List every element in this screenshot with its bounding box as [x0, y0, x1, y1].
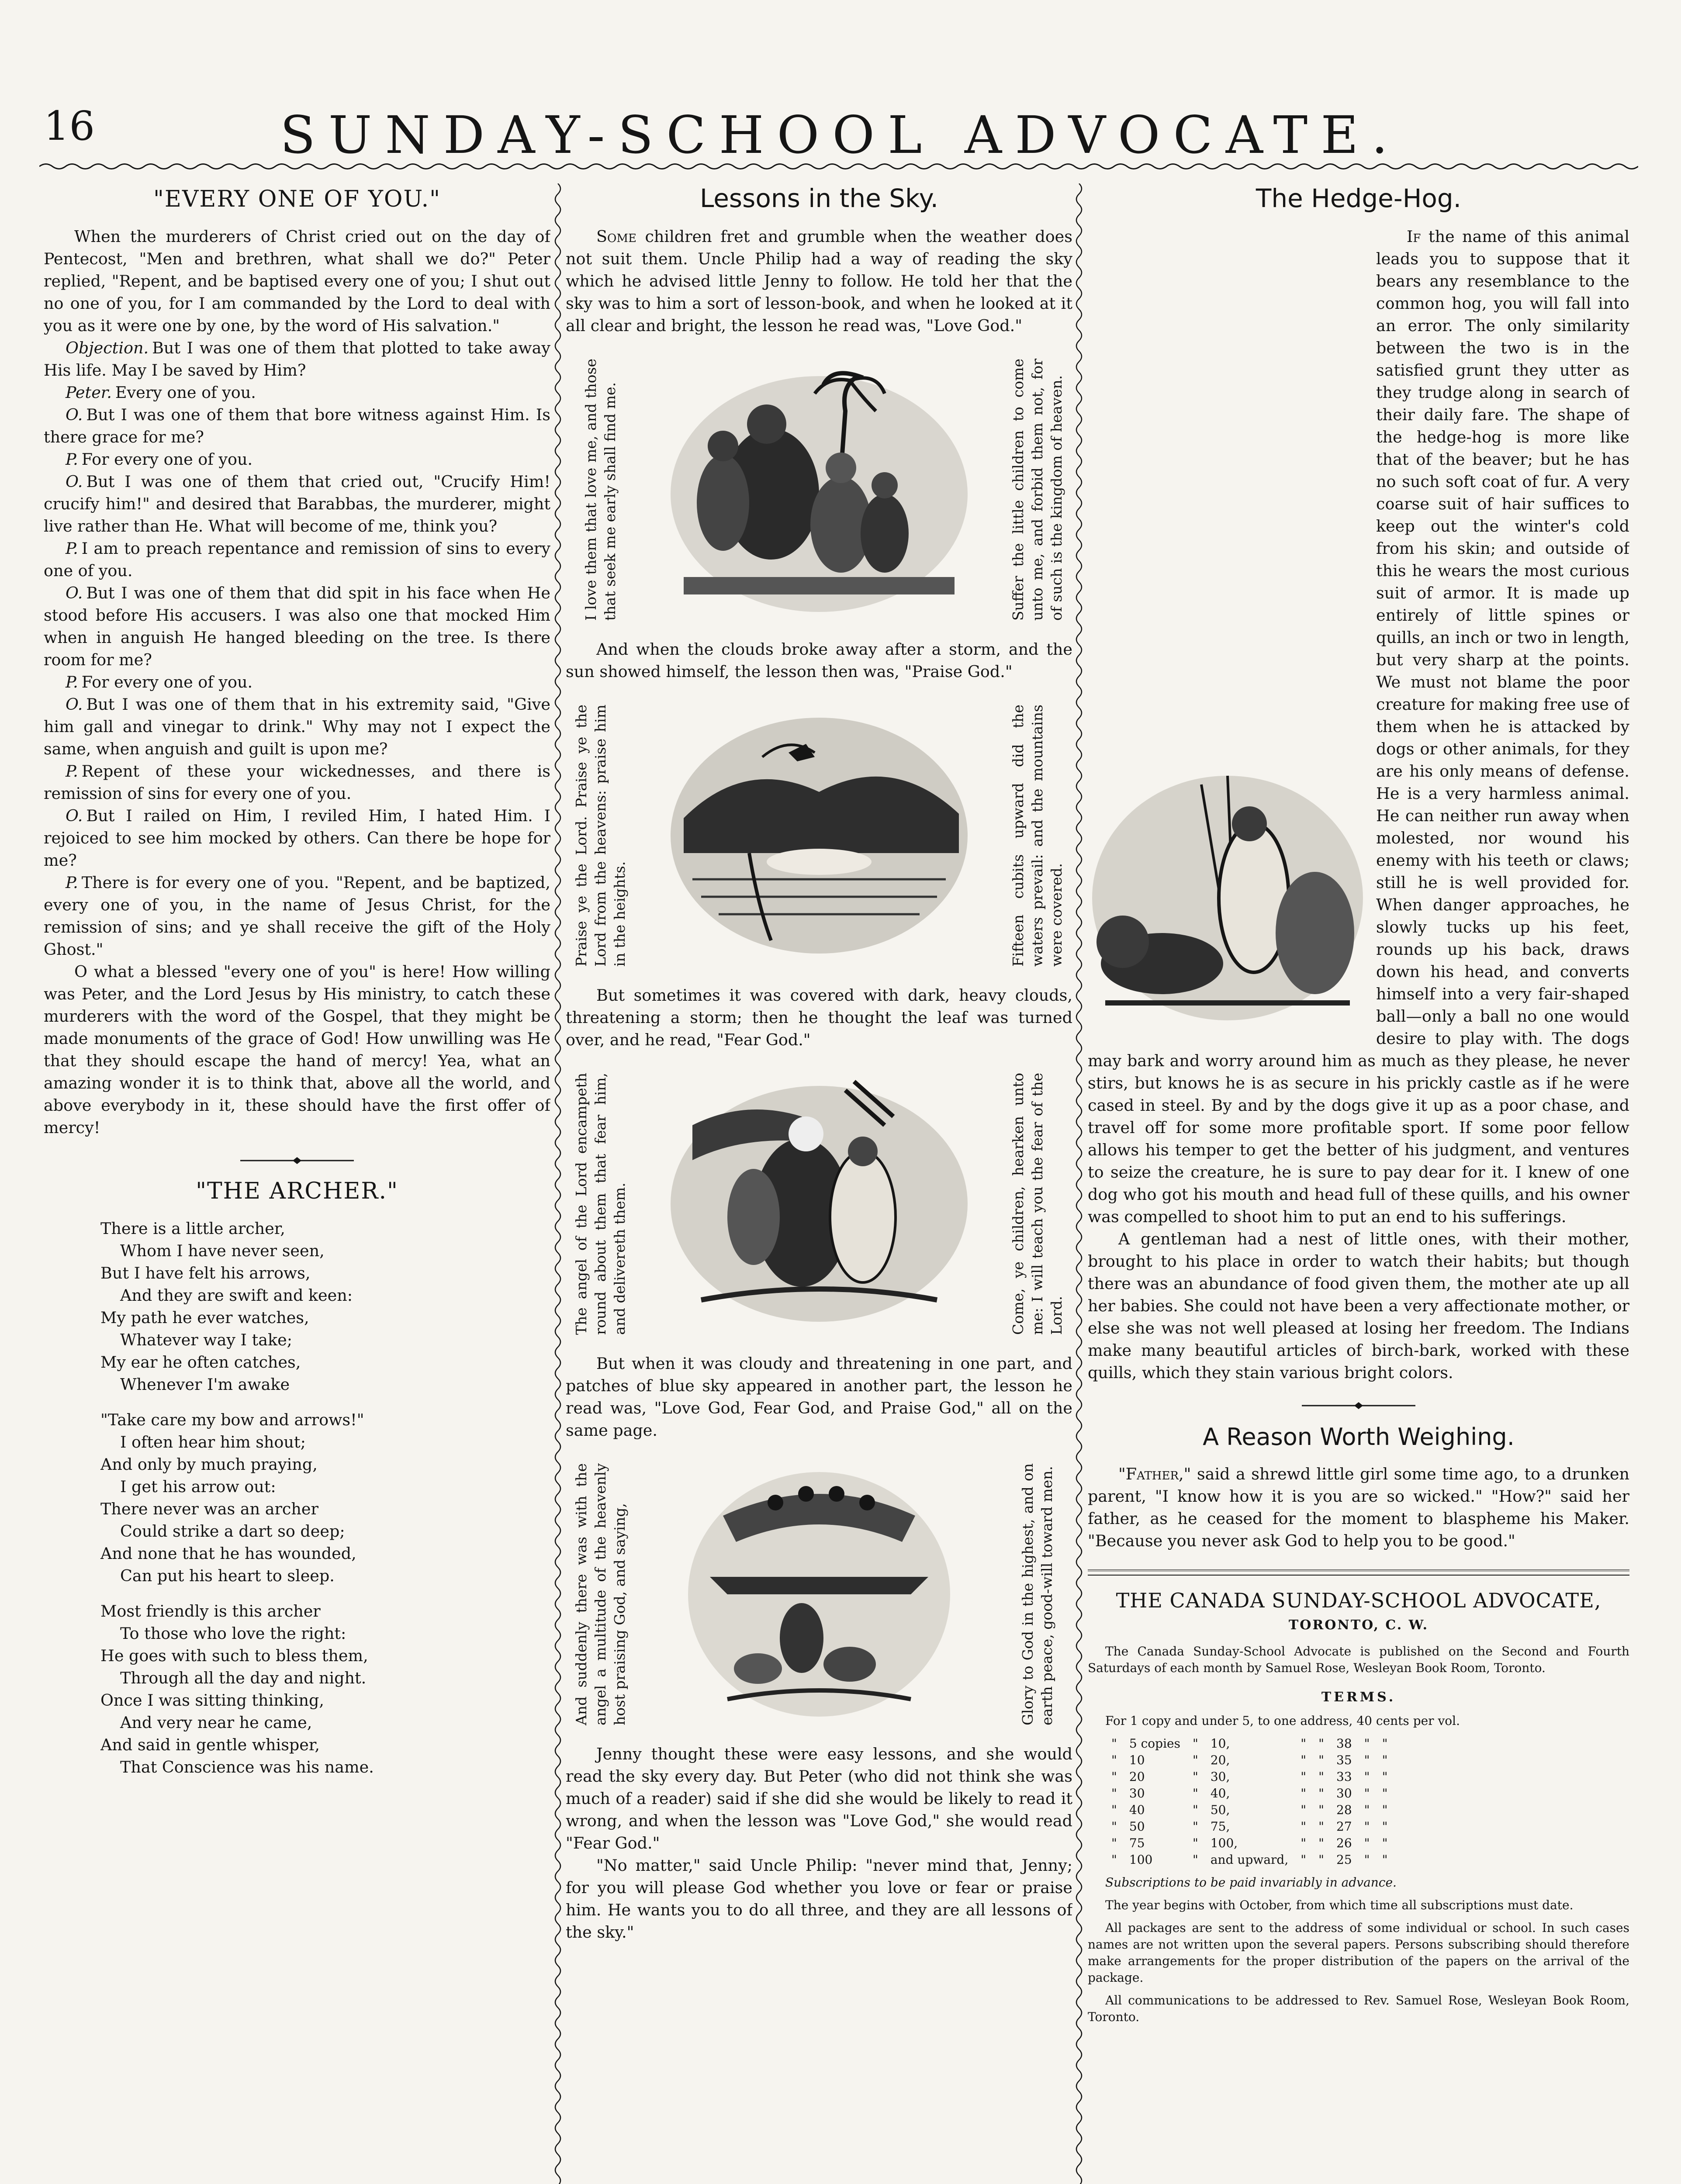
- poem-line: And none that he has wounded,: [100, 1544, 356, 1563]
- caption-text: Glory to God in the highest, and on earth peace, good-will toward men.: [1019, 1463, 1055, 1725]
- poem-the-archer: [100, 1217, 550, 1778]
- column-divider-wavy: [1072, 183, 1086, 2184]
- terms-cell: ": [1192, 1769, 1198, 1784]
- poem-line: But I have felt his arrows,: [100, 1264, 311, 1282]
- hedge-hog-article: [1088, 225, 1629, 1384]
- illustration-right-caption: [1003, 700, 1072, 971]
- dialogue-text: There is for every one of you. "Repent, and be baptized, every one of you, in the name of Jesus Christ, for the remission of sins; and ye shall receive the gift of the Holy Ghost.": [44, 873, 550, 959]
- terms-cell: ": [1382, 1769, 1388, 1784]
- article-title: Lessons in the Sky.: [699, 183, 939, 213]
- terms-row: [1105, 1785, 1394, 1802]
- terms-row: [1105, 1802, 1394, 1818]
- poem-line: I get his arrow out:: [120, 1477, 276, 1496]
- illustration-right-caption: [1003, 1459, 1072, 1730]
- illustration-left-caption: [566, 1068, 636, 1339]
- terms-cell: ": [1111, 1736, 1117, 1751]
- poem-line: Once I was sitting thinking,: [100, 1691, 324, 1710]
- terms-cell: ": [1111, 1803, 1117, 1817]
- dialogue-text: For every one of you.: [81, 450, 253, 469]
- box-rule: [1088, 1569, 1629, 1576]
- terms-cell: 26: [1336, 1836, 1352, 1850]
- dialogue-text: But I railed on Him, I reviled Him, I hated Him. I rejoiced to see him mocked by others. Can there be hope for me?: [44, 806, 550, 870]
- terms-row: [1105, 1769, 1394, 1785]
- dialogue-text: Repent of these your wickednesses, and there is remission of sins for every one of you.: [44, 762, 550, 803]
- dialogue-speaker: Peter.: [66, 383, 112, 402]
- terms-cell: ": [1111, 1836, 1117, 1850]
- poem-line: There is a little archer,: [100, 1219, 285, 1238]
- dialogue-text: But I was one of them that did spit in his face when He stood before His accusers. I was also one that mocked Him when in anguish He hanged bleeding on the tree. Is there room for me?: [44, 584, 550, 669]
- article-paragraph: [1088, 225, 1629, 1228]
- illustration-left-caption: [566, 354, 636, 625]
- terms-cell: ": [1192, 1836, 1198, 1850]
- dialogue-line: [44, 537, 550, 582]
- illustration-left-caption: [566, 1459, 636, 1730]
- poem-line: Could strike a dart so deep;: [120, 1522, 345, 1541]
- poem-line: My path he ever watches,: [100, 1308, 309, 1327]
- caption-text: Come, ye children, hearken unto me: I will teach you the fear of the Lord.: [1010, 1073, 1065, 1335]
- terms-cell: ": [1301, 1753, 1307, 1767]
- terms-cell: ": [1301, 1836, 1307, 1850]
- dialogue-speaker: P.: [66, 450, 78, 469]
- paragraph-text: said a shrewd little girl some time ago, to a drunken parent, "I know how it is you are so wicked." "How?" said her father, as he ceased for the moment to blaspheme his Maker. "Because you never ask God to help you to be good.": [1088, 1465, 1629, 1550]
- terms-row: [1105, 1752, 1394, 1769]
- terms-cell: 75: [1129, 1836, 1145, 1850]
- poem-line: Can put his heart to sleep.: [120, 1566, 335, 1585]
- terms-cell: ": [1364, 1852, 1370, 1867]
- terms-cell: 100,: [1210, 1836, 1238, 1850]
- article-title: The Hedge-Hog.: [1256, 183, 1462, 213]
- dialogue-line: [44, 871, 550, 961]
- terms-cell: ": [1192, 1786, 1198, 1800]
- terms-cell: ": [1364, 1819, 1370, 1834]
- dialogue-speaker: O.: [66, 472, 83, 491]
- dialogue-speaker: P.: [66, 873, 78, 892]
- poem-line: And very near he came,: [120, 1713, 312, 1732]
- poem-line: Whom I have never seen,: [120, 1241, 325, 1260]
- terms-cell: ": [1364, 1803, 1370, 1817]
- terms-cell: ": [1111, 1769, 1117, 1784]
- terms-cell: 20: [1129, 1769, 1145, 1784]
- terms-cell: ": [1318, 1753, 1325, 1767]
- stanza-gap: [100, 1587, 550, 1600]
- masthead-title: SUNDAY-SCHOOL ADVOCATE.: [280, 105, 1401, 165]
- terms-cell: ": [1192, 1852, 1198, 1867]
- terms-cell: 10: [1129, 1753, 1145, 1767]
- article-paragraph: But when it was cloudy and threatening in one part, and patches of blue sky appeared in another part, the lesson he read was, "Love God, Fear God, and Praise God," all on the same page.: [566, 1354, 1072, 1440]
- poem-line: I often hear him shout;: [120, 1433, 306, 1451]
- terms-cell: 33: [1336, 1769, 1352, 1784]
- poem-line: And they are swift and keen:: [120, 1286, 353, 1305]
- terms-cell: 25: [1336, 1852, 1352, 1867]
- article-paragraph: "No matter," said Uncle Philip: "never mind that, Jenny; for you will please God whether you love or fear or praise him. He wants you to do all three, and they are all lessons of the sky.": [566, 1856, 1072, 1942]
- publisher-box-title: THE CANADA SUNDAY-SCHOOL ADVOCATE,: [1116, 1589, 1601, 1612]
- terms-cell: 50,: [1210, 1803, 1230, 1817]
- illustration-right-caption: [1003, 1068, 1072, 1339]
- caption-text: The angel of the Lord encampeth round about them that fear him, and delivereth them.: [573, 1073, 628, 1335]
- dialogue-speaker: Objection.: [66, 339, 149, 357]
- poem-line: Whatever way I take;: [120, 1330, 293, 1349]
- illustration-panel: [566, 1455, 1072, 1734]
- christ-with-children-engraving: [657, 359, 981, 621]
- terms-cell: ": [1382, 1736, 1388, 1751]
- illustration-panel: [566, 696, 1072, 975]
- masthead-wavy-rule: [39, 162, 1638, 171]
- dialogue-speaker: O.: [66, 695, 83, 714]
- advance-note: Subscriptions to be paid invariably in advance.: [1105, 1875, 1397, 1890]
- dialogue-line: [44, 404, 550, 448]
- article-paragraph: O what a blessed "every one of you" is here! How willing was Peter, and the Lord Jesus by His ministry, to catch these murderers with the word of the Gospel, that they might be made monuments of the grace of God! How unwilling was He that they should escape the hand of mercy! Yea, what an amazing wonder it is to think that, above all the world, and above everybody in it, these should have the first offer of mercy!: [44, 962, 550, 1137]
- terms-cell: ": [1301, 1803, 1307, 1817]
- publish-note: The Canada Sunday-School Advocate is published on the Second and Fourth Saturdays of each month by Samuel Rose, Wesleyan Book Room, Toronto.: [1088, 1644, 1629, 1675]
- dialogue-text: Every one of you.: [115, 383, 256, 402]
- terms-cell: 40,: [1210, 1786, 1230, 1800]
- dialogue-speaker: P.: [66, 673, 78, 691]
- dialogue-speaker: P.: [66, 762, 78, 781]
- article-paragraph: Jenny thought these were easy lessons, and she would read the sky every day. But Peter (who did not think she was much of a reader) said if she did she would be likely to read it wrong, and when the lesson was "Love God," she would read "Fear God.": [566, 1745, 1072, 1852]
- terms-cell: 20,: [1210, 1753, 1230, 1767]
- dialogue-line: [44, 671, 550, 693]
- terms-cell: ": [1364, 1753, 1370, 1767]
- section-ornament-rule: [240, 1156, 354, 1165]
- terms-cell: ": [1318, 1836, 1325, 1850]
- terms-cell: ": [1318, 1786, 1325, 1800]
- article-paragraph: When the murderers of Christ cried out on the day of Pentecost, "Men and brethren, what shall we do?" Peter replied, "Repent, and be baptised every one of you; I shut out no one of you, for I am commanded by the Lord to deal with you as it were one by one, by the word of His salvation.": [44, 227, 550, 335]
- terms-cell: 5 copies: [1129, 1736, 1180, 1751]
- dialogue-speaker: P.: [66, 539, 78, 558]
- terms-cell: 30: [1336, 1786, 1352, 1800]
- terms-cell: 35: [1336, 1753, 1352, 1767]
- terms-cell: ": [1318, 1769, 1325, 1784]
- terms-cell: ": [1301, 1819, 1307, 1834]
- column-hedge-hog: [1088, 183, 1629, 2184]
- dialogue-line: [44, 337, 550, 381]
- terms-cell: 75,: [1210, 1819, 1230, 1834]
- column-lessons-in-the-sky: [566, 183, 1072, 2184]
- terms-cell: ": [1382, 1803, 1388, 1817]
- terms-cell: 50: [1129, 1819, 1145, 1834]
- poem-line: He goes with such to bless them,: [100, 1646, 368, 1665]
- terms-cell: 38: [1336, 1736, 1352, 1751]
- illustration-panel: [566, 1064, 1072, 1344]
- terms-cell: ": [1364, 1769, 1370, 1784]
- poem-line: My ear he often catches,: [100, 1353, 301, 1372]
- terms-cell: ": [1382, 1819, 1388, 1834]
- lead-word: Some: [596, 227, 636, 246]
- poem-line: And only by much praying,: [100, 1455, 318, 1474]
- poem-line: Whenever I'm awake: [120, 1375, 290, 1394]
- terms-cell: 30,: [1210, 1769, 1230, 1784]
- terms-cell: ": [1111, 1852, 1117, 1867]
- terms-table: [1105, 1735, 1394, 1868]
- section-ornament-rule: [1302, 1401, 1415, 1410]
- terms-cell: ": [1192, 1736, 1198, 1751]
- poem-title: "THE ARCHER.": [196, 1178, 398, 1204]
- terms-cell: ": [1111, 1753, 1117, 1767]
- terms-cell: 30: [1129, 1786, 1145, 1800]
- dialogue-line: [44, 448, 550, 470]
- terms-cell: ": [1301, 1769, 1307, 1784]
- angels-and-shepherds-engraving: [657, 1463, 981, 1725]
- illustration-panel: [566, 350, 1072, 629]
- terms-cell: ": [1111, 1786, 1117, 1800]
- article-paragraph: [566, 225, 1072, 337]
- illustration-left-caption: [566, 700, 636, 971]
- dialogue-speaker: O.: [66, 584, 83, 602]
- terms-cell: ": [1301, 1736, 1307, 1751]
- terms-cell: 27: [1336, 1819, 1352, 1834]
- publisher-box-place: TORONTO, C. W.: [1288, 1617, 1429, 1633]
- article-paragraph: A gentleman had a nest of little ones, with their mother, brought to his place in order to watch their habits; but though there was an abundance of food given them, the mother ate up all her babies. She could not have been a very affectionate mother, or else she was not well pleased at losing her freedom. The Indians make many beautiful articles of birch-bark, worked with these quills, which they stain various bright colors.: [1088, 1230, 1629, 1382]
- stanza-gap: [100, 1396, 550, 1409]
- poem-line: There never was an archer: [100, 1500, 318, 1518]
- article-paragraph: [1088, 1463, 1629, 1552]
- dialogue-text: But I was one of them that in his extremity said, "Give him gall and vinegar to drink." Why may not I expect the same, when anguish and guilt is upon me?: [44, 695, 550, 758]
- terms-cell: ": [1382, 1753, 1388, 1767]
- dialogue-line: [44, 381, 550, 404]
- terms-cell: ": [1382, 1836, 1388, 1850]
- terms-cell: ": [1318, 1803, 1325, 1817]
- paragraph-text: the name of this animal leads you to suppose that it bears any resemblance to the common hog, you will fall into an error. The only similarity between the two is in the satisfied grunt they utter as they trudge along in search of their daily fare. The shape of the hedge-hog is more like that of the beaver; but he has no such soft coat of fur. A very coarse suit of hair suffices to keep out the winter's cold from his skin; and outside of this he wears the most curious suit of armor. It is made up entirely of little spines or quills, an inch or two in length, but very sharp at the points. We must not blame the poor creature for making free use of them when he is attacked by dogs or other animals, for they are his only means of defense. He is a very harmless animal. He can neither run away when molested, nor wound his enemy with his teeth or claws; still he is well provided for. When danger approaches, he slowly tucks up his feet, rounds up his back, draws down his head, and converts himself into a very fair-shaped ball—only a ball no one would desire to play with. The dogs may bark and worry around him as much as they please, he never stirs, but knows he is as secure in his prickly castle as if he were cased in steel. By and by the dogs give it up as a poor chase, and travel off for some more profitable sport. If some poor fellow allows his temper to get the better of his judgment, and ventures to seize the creature, he is sure to pay dear for it. I knew of one dog who got his mouth and head full of these quills, and his owner was compelled to shoot him to put an end to his sufferings.: [1088, 227, 1629, 1226]
- dialogue-line: [44, 582, 550, 671]
- dialogue-text: For every one of you.: [81, 673, 253, 691]
- terms-cell: ": [1364, 1836, 1370, 1850]
- terms-first-line: For 1 copy and under 5, to one address, 40 cents per vol.: [1105, 1714, 1460, 1728]
- dialogue-line: [44, 760, 550, 805]
- poem-line: That Conscience was his name.: [120, 1758, 374, 1776]
- page-number: 16: [44, 103, 95, 149]
- terms-row: [1105, 1835, 1394, 1852]
- dialogue-list: [44, 337, 550, 961]
- caption-text: Suffer the little children to come unto me, and forbid them not, for of such is the kingdom of heaven.: [1010, 359, 1065, 621]
- terms-cell: ": [1192, 1819, 1198, 1834]
- terms-cell: ": [1301, 1852, 1307, 1867]
- lead-word: "Father,": [1118, 1465, 1191, 1483]
- terms-cell: 28: [1336, 1803, 1352, 1817]
- dialogue-speaker: O.: [66, 405, 83, 424]
- lead-word: If: [1407, 227, 1421, 246]
- packages-note: All packages are sent to the address of some individual or school. In such cases names are not written upon the several papers. Persons subscribing should therefore make arrangements for the proper distribution of the papers on the arrival of the package.: [1088, 1921, 1629, 1985]
- illustration-right-caption: [1003, 354, 1072, 625]
- terms-cell: ": [1382, 1852, 1388, 1867]
- terms-cell: ": [1192, 1753, 1198, 1767]
- caption-text: Praise ye the Lord. Praise ye the Lord from the heavens: praise him in the heights.: [573, 705, 628, 967]
- terms-cell: 10,: [1210, 1736, 1230, 1751]
- poem-line: To those who love the right:: [120, 1624, 346, 1643]
- article-paragraph: But sometimes it was covered with dark, heavy clouds, threatening a storm; then he thought the leaf was turned over, and he read, "Fear God.": [566, 986, 1072, 1049]
- poem-line: Through all the day and night.: [120, 1669, 367, 1687]
- poem-line: Most friendly is this archer: [100, 1602, 321, 1621]
- poem-line: And said in gentle whisper,: [100, 1735, 320, 1754]
- terms-row: [1105, 1818, 1394, 1835]
- year-note: The year begins with October, from which time all subscriptions must date.: [1105, 1898, 1574, 1912]
- terms-cell: and upward,: [1210, 1852, 1289, 1867]
- dialogue-text: But I was one of them that plotted to take away His life. May I be saved by Him?: [44, 339, 550, 380]
- poem-line: "Take care my bow and arrows!": [100, 1410, 364, 1429]
- dialogue-text: But I was one of them that cried out, "Crucify Him! crucify him!" and desired that Barabbas, the murderer, might live rather than He. What will become of me, think you?: [44, 472, 550, 536]
- terms-cell: ": [1364, 1736, 1370, 1751]
- terms-cell: 100: [1129, 1852, 1153, 1867]
- caption-text: And suddenly there was with the angel a multitude of the heavenly host praising God, and saying,: [573, 1463, 628, 1725]
- paragraph-text: children fret and grumble when the weather does not suit them. Uncle Philip had a way of reading the sky which he advised little Jenny to follow. He told her that the sky was to him a sort of lesson-book, and when he looked at it all clear and bright, the lesson he read was, "Love God.": [566, 227, 1072, 335]
- terms-title: TERMS.: [1321, 1690, 1396, 1705]
- column-every-one-of-you: [44, 183, 550, 2184]
- terms-cell: ": [1364, 1786, 1370, 1800]
- article-paragraph: And when the clouds broke away after a storm, and the sun showed himself, the lesson then was, "Praise God.": [566, 640, 1072, 681]
- communications-note: All communications to be addressed to Rev. Samuel Rose, Wesleyan Book Room, Toronto.: [1088, 1993, 1629, 2024]
- terms-cell: ": [1111, 1819, 1117, 1834]
- caption-text: Fifteen cubits upward did the waters prevail: and the mountains were covered.: [1010, 705, 1065, 967]
- terms-cell: ": [1301, 1786, 1307, 1800]
- terms-cell: 40: [1129, 1803, 1145, 1817]
- dialogue-speaker: O.: [66, 806, 83, 825]
- terms-cell: ": [1192, 1803, 1198, 1817]
- terms-row: [1105, 1735, 1394, 1752]
- terms-cell: ": [1318, 1819, 1325, 1834]
- family-in-storm-engraving: [657, 1073, 981, 1335]
- terms-cell: ": [1318, 1736, 1325, 1751]
- dialogue-text: I am to preach repentance and remission of sins to every one of you.: [44, 539, 550, 580]
- daniel-in-lions-den-engraving: [1088, 767, 1367, 1029]
- dialogue-line: [44, 805, 550, 871]
- article-title: A Reason Worth Weighing.: [1203, 1423, 1515, 1451]
- terms-row: [1105, 1852, 1394, 1868]
- flood-dove-engraving: [657, 705, 981, 967]
- terms-cell: ": [1382, 1786, 1388, 1800]
- dialogue-line: [44, 470, 550, 537]
- terms-cell: ": [1318, 1852, 1325, 1867]
- article-title: "EVERY ONE OF YOU.": [153, 186, 441, 212]
- dialogue-text: But I was one of them that bore witness against Him. Is there grace for me?: [44, 405, 550, 446]
- column-divider-wavy: [551, 183, 564, 2184]
- caption-text: I love them that love me, and those that seek me early shall find me.: [582, 359, 619, 621]
- dialogue-line: [44, 693, 550, 760]
